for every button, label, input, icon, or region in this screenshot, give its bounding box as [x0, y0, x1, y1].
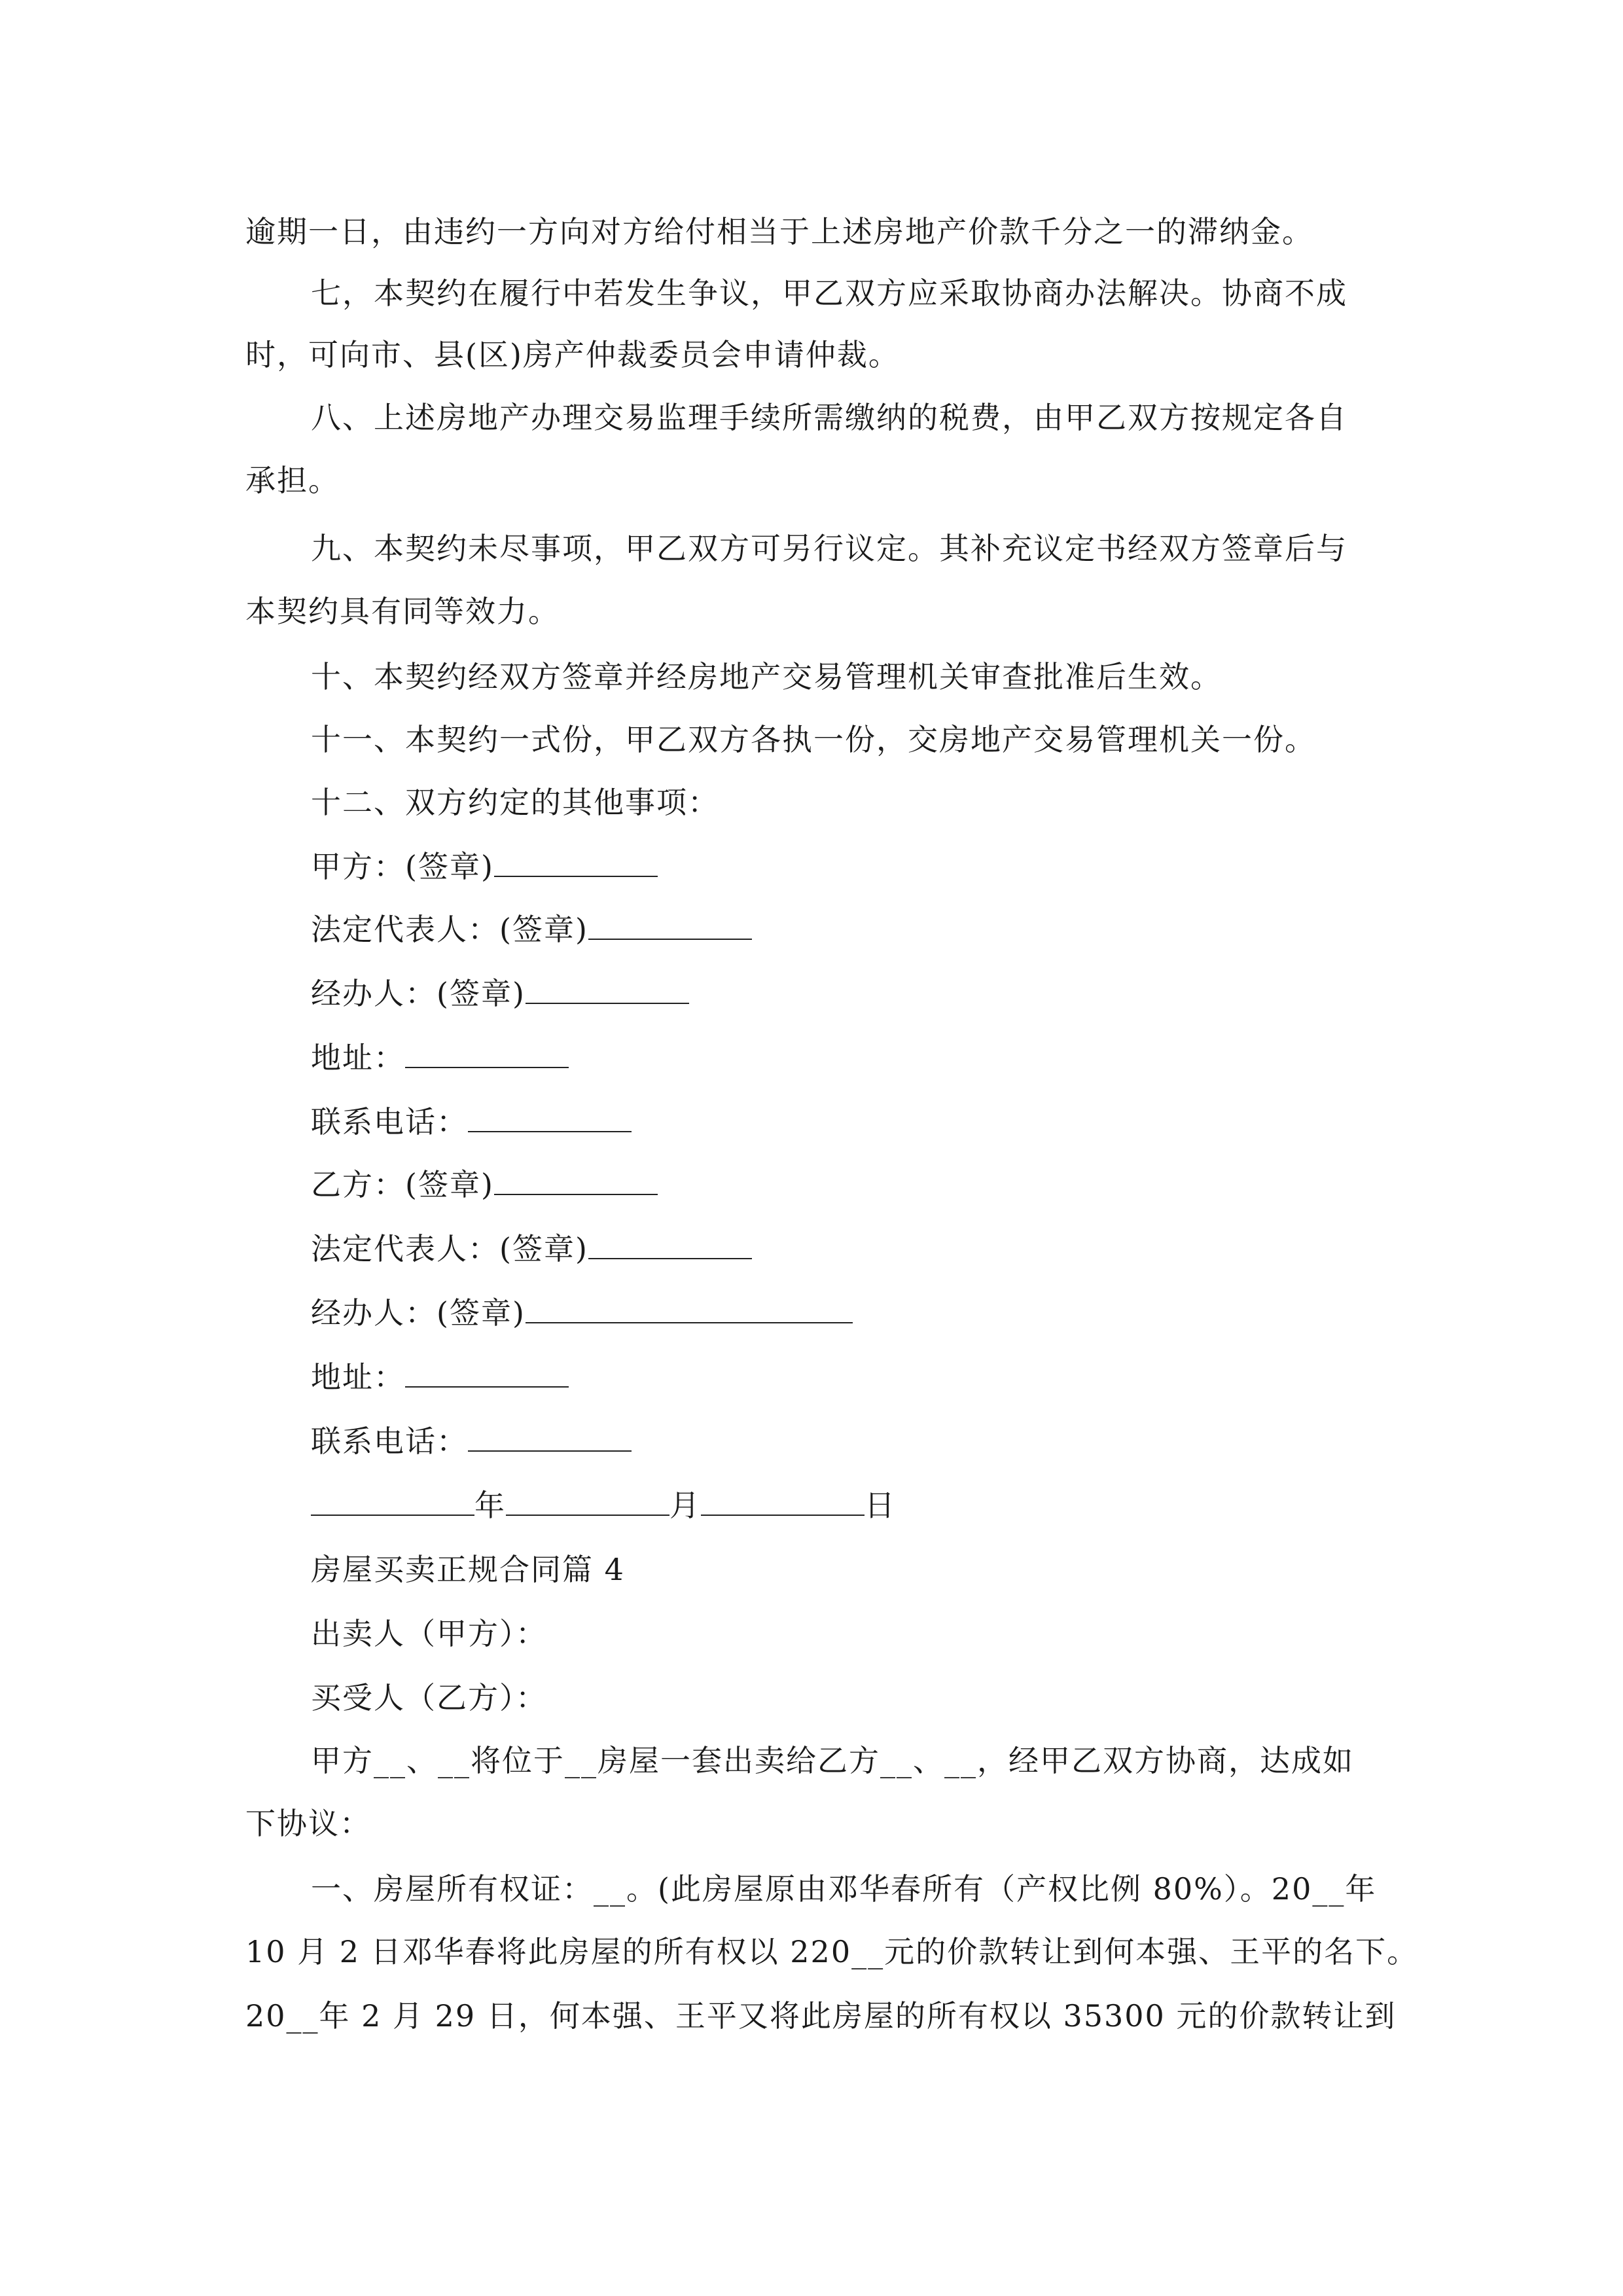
clause-7-line-1: 七，本契约在履行中若发生争议，甲乙双方应采取协商办法解决。协商不成: [311, 276, 1347, 311]
party-a-blank: [494, 847, 658, 877]
month-blank: [506, 1486, 669, 1516]
date-line: [311, 1486, 896, 1525]
party-b-label: 乙方：(签章): [311, 1167, 494, 1202]
party-b-address-blank: [405, 1357, 569, 1388]
party-b-legal-rep: [311, 1229, 752, 1268]
clause-8-line-2: 承担。: [245, 463, 340, 498]
party-a-label: 甲方：(签章): [311, 849, 494, 884]
clause-7-line-2: 时，可向市、县(区)房产仲裁委员会申请仲裁。: [245, 337, 900, 372]
party-b-legal-rep-blank: [588, 1229, 752, 1259]
party-a-address-blank: [405, 1038, 569, 1068]
year-label: 年: [474, 1488, 506, 1523]
party-a-phone: [311, 1102, 632, 1141]
month-label: 月: [669, 1488, 701, 1523]
day-label: 日: [865, 1488, 896, 1523]
party-b-agent: [311, 1293, 853, 1333]
party-a-agent-blank: [526, 974, 689, 1004]
buyer-line: 买受人（乙方）：: [311, 1680, 547, 1715]
party-b-phone-label: 联系电话：: [311, 1424, 468, 1459]
clause-12: 十二、双方约定的其他事项：: [311, 785, 719, 820]
party-b-address: [311, 1357, 569, 1397]
year-blank: [311, 1486, 474, 1516]
party-b-blank: [494, 1165, 658, 1195]
paragraph-line: 逾期一日，由违约一方向对方给付相当于上述房地产价款千分之一的滞纳金。: [245, 214, 1313, 249]
party-b-address-label: 地址：: [311, 1359, 405, 1395]
party-b-signature: [311, 1165, 658, 1204]
clause-11: 十一、本契约一式份，甲乙双方各执一份，交房地产交易管理机关一份。: [311, 722, 1316, 757]
intro-line-1: 甲方__、__将位于__房屋一套出卖给乙方__、__，经甲乙双方协商，达成如: [311, 1743, 1354, 1778]
clause-1-line-3: 20__年 2 月 29 日，何本强、王平又将此房屋的所有权以 35300 元的价款转让到: [245, 1998, 1397, 2034]
clause-1-line-2: 10 月 2 日邓华春将此房屋的所有权以 220__元的价款转让到何本强、王平的名下。: [245, 1934, 1419, 1969]
intro-line-2: 下协议：: [245, 1806, 371, 1841]
day-blank: [701, 1486, 865, 1516]
party-a-address-label: 地址：: [311, 1040, 405, 1075]
party-a-legal-rep-blank: [588, 910, 752, 940]
party-a-agent-label: 经办人：(签章): [311, 976, 526, 1011]
party-a-phone-blank: [468, 1102, 632, 1132]
party-a-agent: [311, 974, 689, 1013]
party-b-phone: [311, 1422, 632, 1461]
clause-10: 十、本契约经双方签章并经房地产交易管理机关审查批准后生效。: [311, 659, 1222, 694]
party-a-signature: [311, 847, 658, 886]
party-a-legal-rep: [311, 910, 752, 949]
party-b-agent-blank: [526, 1293, 853, 1323]
contract-4-title: 房屋买卖正规合同篇 4: [311, 1552, 625, 1587]
clause-8-line-1: 八、上述房地产办理交易监理手续所需缴纳的税费，由甲乙双方按规定各自: [311, 400, 1347, 435]
party-a-phone-label: 联系电话：: [311, 1104, 468, 1139]
clause-9-line-2: 本契约具有同等效力。: [245, 594, 560, 629]
seller-line: 出卖人（甲方）：: [311, 1616, 547, 1651]
party-a-address: [311, 1038, 569, 1077]
party-a-legal-rep-label: 法定代表人：(签章): [311, 912, 588, 947]
clause-9-line-1: 九、本契约未尽事项，甲乙双方可另行议定。其补充议定书经双方签章后与: [311, 531, 1347, 566]
clause-1-line-1: 一、房屋所有权证：__。(此房屋原由邓华春所有（产权比例 80%）。20__年: [311, 1871, 1377, 1907]
party-b-legal-rep-label: 法定代表人：(签章): [311, 1231, 588, 1266]
party-b-phone-blank: [468, 1422, 632, 1452]
party-b-agent-label: 经办人：(签章): [311, 1295, 526, 1331]
